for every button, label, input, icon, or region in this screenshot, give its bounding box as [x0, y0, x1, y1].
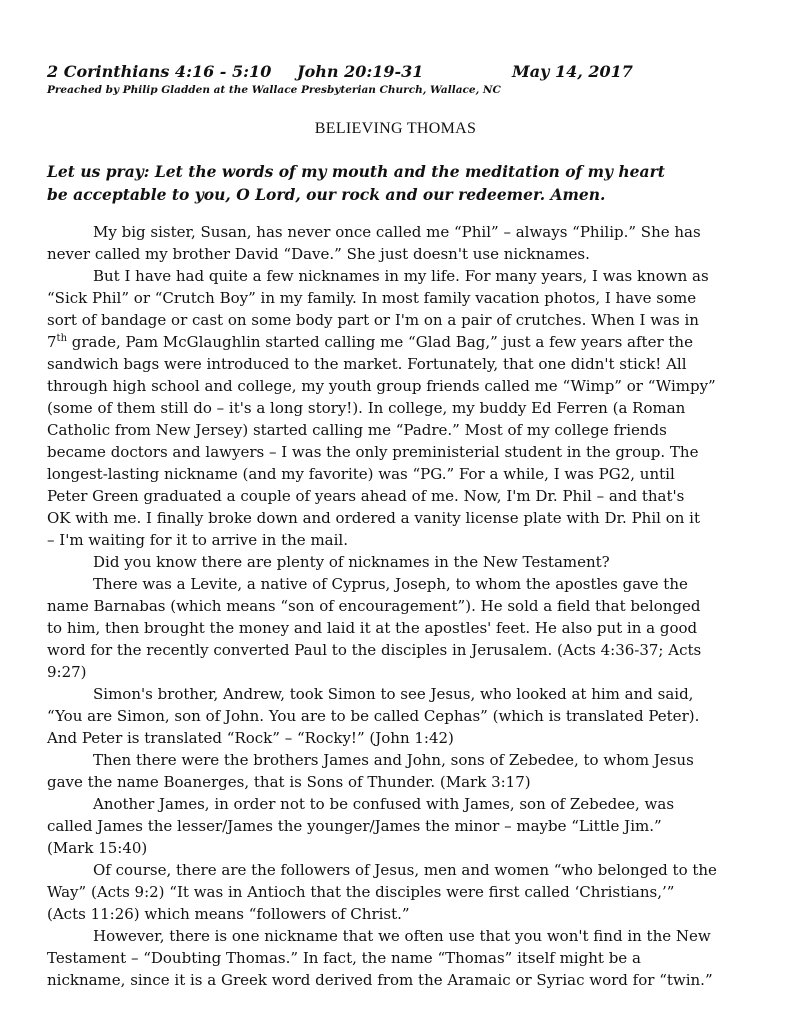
text-line: But I have had quite a few nicknames in my life. For many years, I was known as	[93, 267, 709, 285]
text-line: sandwich bags were introduced to the market. Fortunately, that one didn't stick! All	[47, 355, 687, 373]
paragraph	[47, 683, 747, 749]
text-line: Of course, there are the followers of Jesus, men and women “who belonged to the	[93, 861, 717, 879]
text-line: OK with me. I finally broke down and ordered a vanity license plate with Dr. Phil on it	[47, 509, 700, 527]
text-line: Way” (Acts 9:2) “It was in Antioch that the disciples were first called ‘Christians,’”	[47, 883, 675, 901]
text-line: never called my brother David “Dave.” She just doesn't use nicknames.	[47, 245, 590, 263]
text-line: (Acts 11:26) which means “followers of Christ.”	[47, 905, 410, 923]
prayer-line: Let us pray: Let the words of my mouth and the meditation of my heart	[47, 162, 665, 181]
text-line: sort of bandage or cast on some body part or I'm on a pair of crutches. When I was in	[47, 311, 699, 329]
paragraph	[47, 925, 747, 991]
paragraph	[47, 221, 747, 265]
text-line: Peter Green graduated a couple of years ahead of me. Now, I'm Dr. Phil – and that's	[47, 487, 685, 505]
sermon-header	[47, 62, 747, 84]
text-line: name Barnabas (which means “son of encouragement”). He sold a field that belonged	[47, 597, 701, 615]
text-line: longest-lasting nickname (and my favorite) was “PG.” For a while, I was PG2, until	[47, 465, 675, 483]
text-line: Catholic from New Jersey) started calling me “Padre.” Most of my college friends	[47, 421, 667, 439]
grade-line-text: grade, Pam McGlaughlin started calling me “Glad Bag,” just a few years after the	[67, 333, 693, 351]
text-line: Then there were the brothers James and John, sons of Zebedee, to whom Jesus	[93, 751, 694, 769]
text-line: 9:27)	[47, 663, 87, 681]
text-line: And Peter is translated “Rock” – “Rocky!” (John 1:42)	[47, 729, 454, 747]
ordinal-suffix: th	[56, 333, 68, 344]
paragraph	[47, 573, 747, 683]
sermon-body	[47, 221, 747, 991]
preached-by-line: Preached by Philip Gladden at the Wallace Presbyterian Church, Wallace, NC	[47, 84, 501, 96]
scripture-reference-1: 2 Corinthians 4:16 - 5:10	[47, 62, 272, 81]
text-line	[47, 331, 747, 353]
text-line: “You are Simon, son of John. You are to be called Cephas” (which is translated Peter).	[47, 707, 700, 725]
text-line: “Sick Phil” or “Crutch Boy” in my family. In most family vacation photos, I have some	[47, 289, 697, 307]
text-line: However, there is one nickname that we often use that you won't find in the New	[93, 927, 711, 945]
text-line: Testament – “Doubting Thomas.” In fact, the name “Thomas” itself might be a	[47, 949, 641, 967]
sermon-date: May 14, 2017	[512, 62, 633, 81]
text-line: nickname, since it is a Greek word derived from the Aramaic or Syriac word for “twin.”	[47, 971, 713, 989]
text-line: became doctors and lawyers – I was the only preministerial student in the group. The	[47, 443, 699, 461]
paragraph	[47, 749, 747, 793]
text-line: Another James, in order not to be confused with James, son of Zebedee, was	[93, 795, 675, 813]
text-line: gave the name Boanerges, that is Sons of Thunder. (Mark 3:17)	[47, 773, 531, 791]
text-line: There was a Levite, a native of Cyprus, Joseph, to whom the apostles gave the	[93, 575, 688, 593]
text-line: (Mark 15:40)	[47, 839, 148, 857]
text-line: to him, then brought the money and laid it at the apostles' feet. He also put in a good	[47, 619, 698, 637]
text-line: word for the recently converted Paul to the disciples in Jerusalem. (Acts 4:36-37; Acts	[47, 641, 702, 659]
sermon-title: BELIEVING THOMAS	[314, 120, 477, 137]
text-line: – I'm waiting for it to arrive in the mail.	[47, 531, 348, 549]
text-line: called James the lesser/James the younger/James the minor – maybe “Little Jim.”	[47, 817, 662, 835]
text-line: Simon's brother, Andrew, took Simon to see Jesus, who looked at him and said,	[93, 685, 694, 703]
text-line: My big sister, Susan, has never once called me “Phil” – always “Philip.” She has	[93, 223, 701, 241]
paragraph	[47, 793, 747, 859]
grade-number: 7	[47, 333, 57, 351]
paragraph	[47, 265, 747, 551]
opening-prayer	[47, 160, 747, 206]
prayer-line: be acceptable to you, O Lord, our rock and our redeemer. Amen.	[47, 185, 606, 204]
text-line: through high school and college, my youth group friends called me “Wimp” or “Wimpy”	[47, 377, 716, 395]
text-line: Did you know there are plenty of nicknames in the New Testament?	[93, 553, 610, 571]
paragraph	[47, 859, 747, 925]
paragraph	[47, 551, 747, 573]
scripture-reference-2: John 20:19-31	[297, 62, 424, 81]
text-line: (some of them still do – it's a long story!). In college, my buddy Ed Ferren (a Roman	[47, 399, 686, 417]
